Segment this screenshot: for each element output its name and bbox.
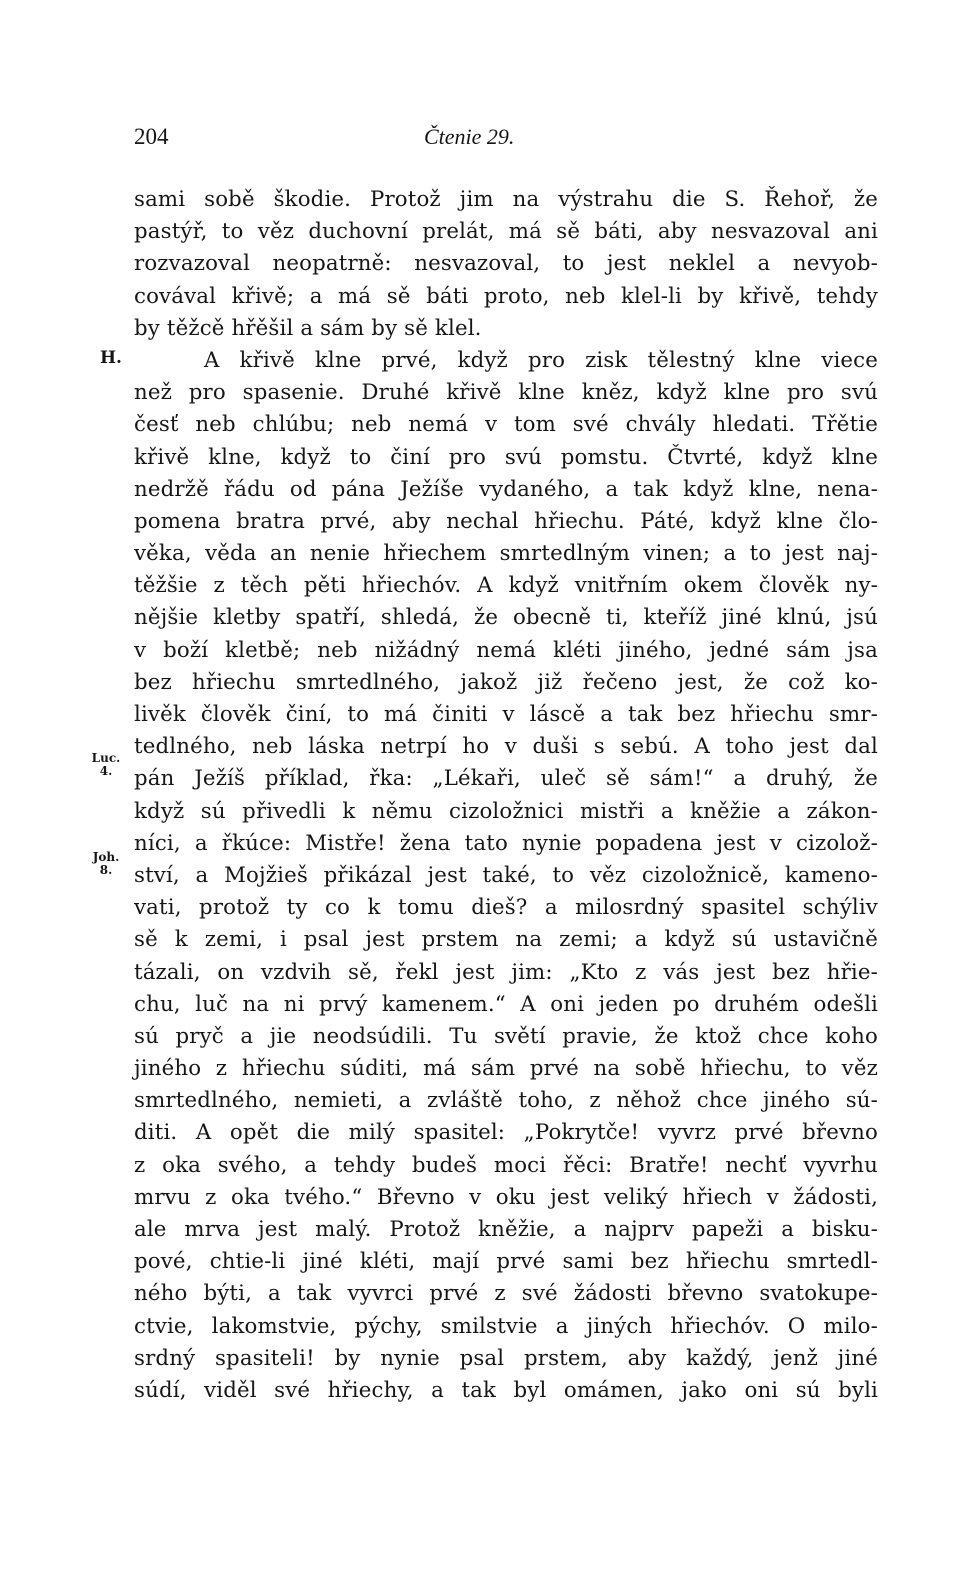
- text-line: sú pryč a jie neodsúdili. Tu světí pravie, že ktož chce koho: [134, 1023, 878, 1049]
- text-line: česť neb chlúbu; neb nemá v tom své chvály hledati. Třětie: [134, 412, 878, 438]
- margin-reference-luke-chapter: 4.: [99, 764, 113, 778]
- text-line: diti. A opět die milý spasitel: „Pokrytče! vyvrz prvé břevno: [134, 1120, 878, 1146]
- text-line: by těžcě hřěšil a sám by sě klel.: [134, 315, 482, 341]
- text-line: níci, a řkúce: Mistře! žena tato nynie popadena jest v cizolož-: [134, 830, 878, 856]
- text-line: srdný spasiteli! by nynie psal prstem, aby každý, jenž jiné: [134, 1345, 878, 1371]
- text-line: sě k zemi, i psal jest prstem na zemi; a když sú ustavičně: [134, 927, 878, 953]
- text-line: pové, chtie-li jiné kléti, mají prvé sami bez hřiechu smrtedl-: [134, 1249, 878, 1275]
- margin-reference-john: [86, 851, 126, 876]
- text-line: než pro spasenie. Druhé křivě klne kněz, když klne pro svú: [134, 380, 878, 406]
- text-line: nedržě řádu od pána Ježíše vydaného, a tak když klne, nena-: [134, 476, 878, 502]
- text-line: pán Ježíš příklad, řka: „Lékaři, uleč sě sám!“ a druhý, že: [134, 766, 878, 792]
- text-line: tázali, on vzdvih sě, řekl jest jim: „Kto z vás jest bez hřie-: [134, 959, 878, 985]
- text-line: vati, protož ty co k tomu dieš? a milosrdný spasitel schýliv: [134, 895, 878, 921]
- text-line: ale mrva jest malý. Protož kněžie, a najprv papeži a bisku-: [134, 1217, 878, 1242]
- body-text: [134, 184, 878, 1407]
- text-line: chu, luč na ni prvý kamenem.“ A oni jeden po druhém odešli: [134, 991, 878, 1017]
- text-line: smrtedlného, nemieti, a zvláště toho, z něhož chce jiného sú-: [134, 1088, 878, 1114]
- margin-reference-john-chapter: 8.: [99, 863, 113, 877]
- text-line: livěk člověk činí, to má činiti v láscě a tak bez hřiechu smr-: [134, 702, 878, 727]
- text-line: věka, věda an nenie hřiechem smrtedlným vinen; a to jest naj-: [134, 541, 878, 567]
- text-line: ného býti, a tak vyvrci prvé z své žádosti břevno svatokupe-: [134, 1281, 878, 1307]
- text-line: jiného z hřiechu súditi, má sám prvé na sobě hřiechu, to věz: [134, 1056, 878, 1082]
- text-line: súdí, viděl své hřiechy, a tak byl omámen, jako oni sú byli: [134, 1377, 878, 1403]
- text-line: pastýř, to věz duchovní prelát, má sě báti, aby nesvazoval ani: [134, 219, 878, 245]
- text-line: těžšie z těch pěti hřiechóv. A když vnitřním okem člověk ny-: [134, 573, 878, 599]
- margin-reference-luke-book: Luc.: [91, 751, 121, 765]
- margin-reference-luke: [86, 752, 126, 777]
- text-line: A křivě klne prvé, když pro zisk tělestný klne viece: [204, 347, 878, 373]
- text-line: když sú přivedli k němu cizoložnici mistři a kněžie a zákon-: [134, 798, 878, 824]
- text-line: tedlného, neb láska netrpí ho v duši s sebú. A toho jest dal: [134, 734, 878, 760]
- margin-reference-john-book: Joh.: [92, 850, 120, 864]
- text-line: ství, a Mojžieš přikázal jest také, to věz cizoložnicě, kameno-: [134, 862, 878, 888]
- running-title: Čtenie 29.: [424, 124, 515, 149]
- text-line: pomena bratra prvé, aby nechal hřiechu. Páté, když klne člo-: [134, 508, 878, 534]
- section-mark: H.: [100, 348, 122, 368]
- text-line: rozvazoval neopatrně: nesvazoval, to jest neklel a nevyob-: [134, 251, 878, 277]
- text-line: mrvu z oka tvého.“ Břevno v oku jest veliký hřiech v žádosti,: [134, 1184, 878, 1210]
- text-line: z oka svého, a tehdy budeš moci řěci: Bratře! nechť vyvrhu: [134, 1152, 878, 1178]
- text-line: sami sobě škodie. Protož jim na výstrahu die S. Řehoř, že: [134, 187, 878, 212]
- text-line: nějšie kletby spatří, shledá, že obecně ti, kteříž jiné klnú, jsú: [134, 605, 878, 631]
- text-line: covával křivě; a má sě báti proto, neb klel-li by křivě, tehdy: [134, 283, 878, 309]
- text-line: ctvie, lakomstvie, pýchy, smilstvie a jiných hřiechóv. O milo-: [134, 1313, 878, 1339]
- text-line: v boží kletbě; neb nižádný nemá kléti jiného, jedné sám jsa: [134, 637, 878, 663]
- text-line: bez hřiechu smrtedlného, jakož již řečeno jest, že což ko-: [134, 669, 878, 695]
- page-number: 204: [134, 124, 169, 149]
- page-header: [134, 122, 878, 152]
- text-line: křivě klne, když to činí pro svú pomstu. Čtvrté, když klne: [134, 444, 878, 470]
